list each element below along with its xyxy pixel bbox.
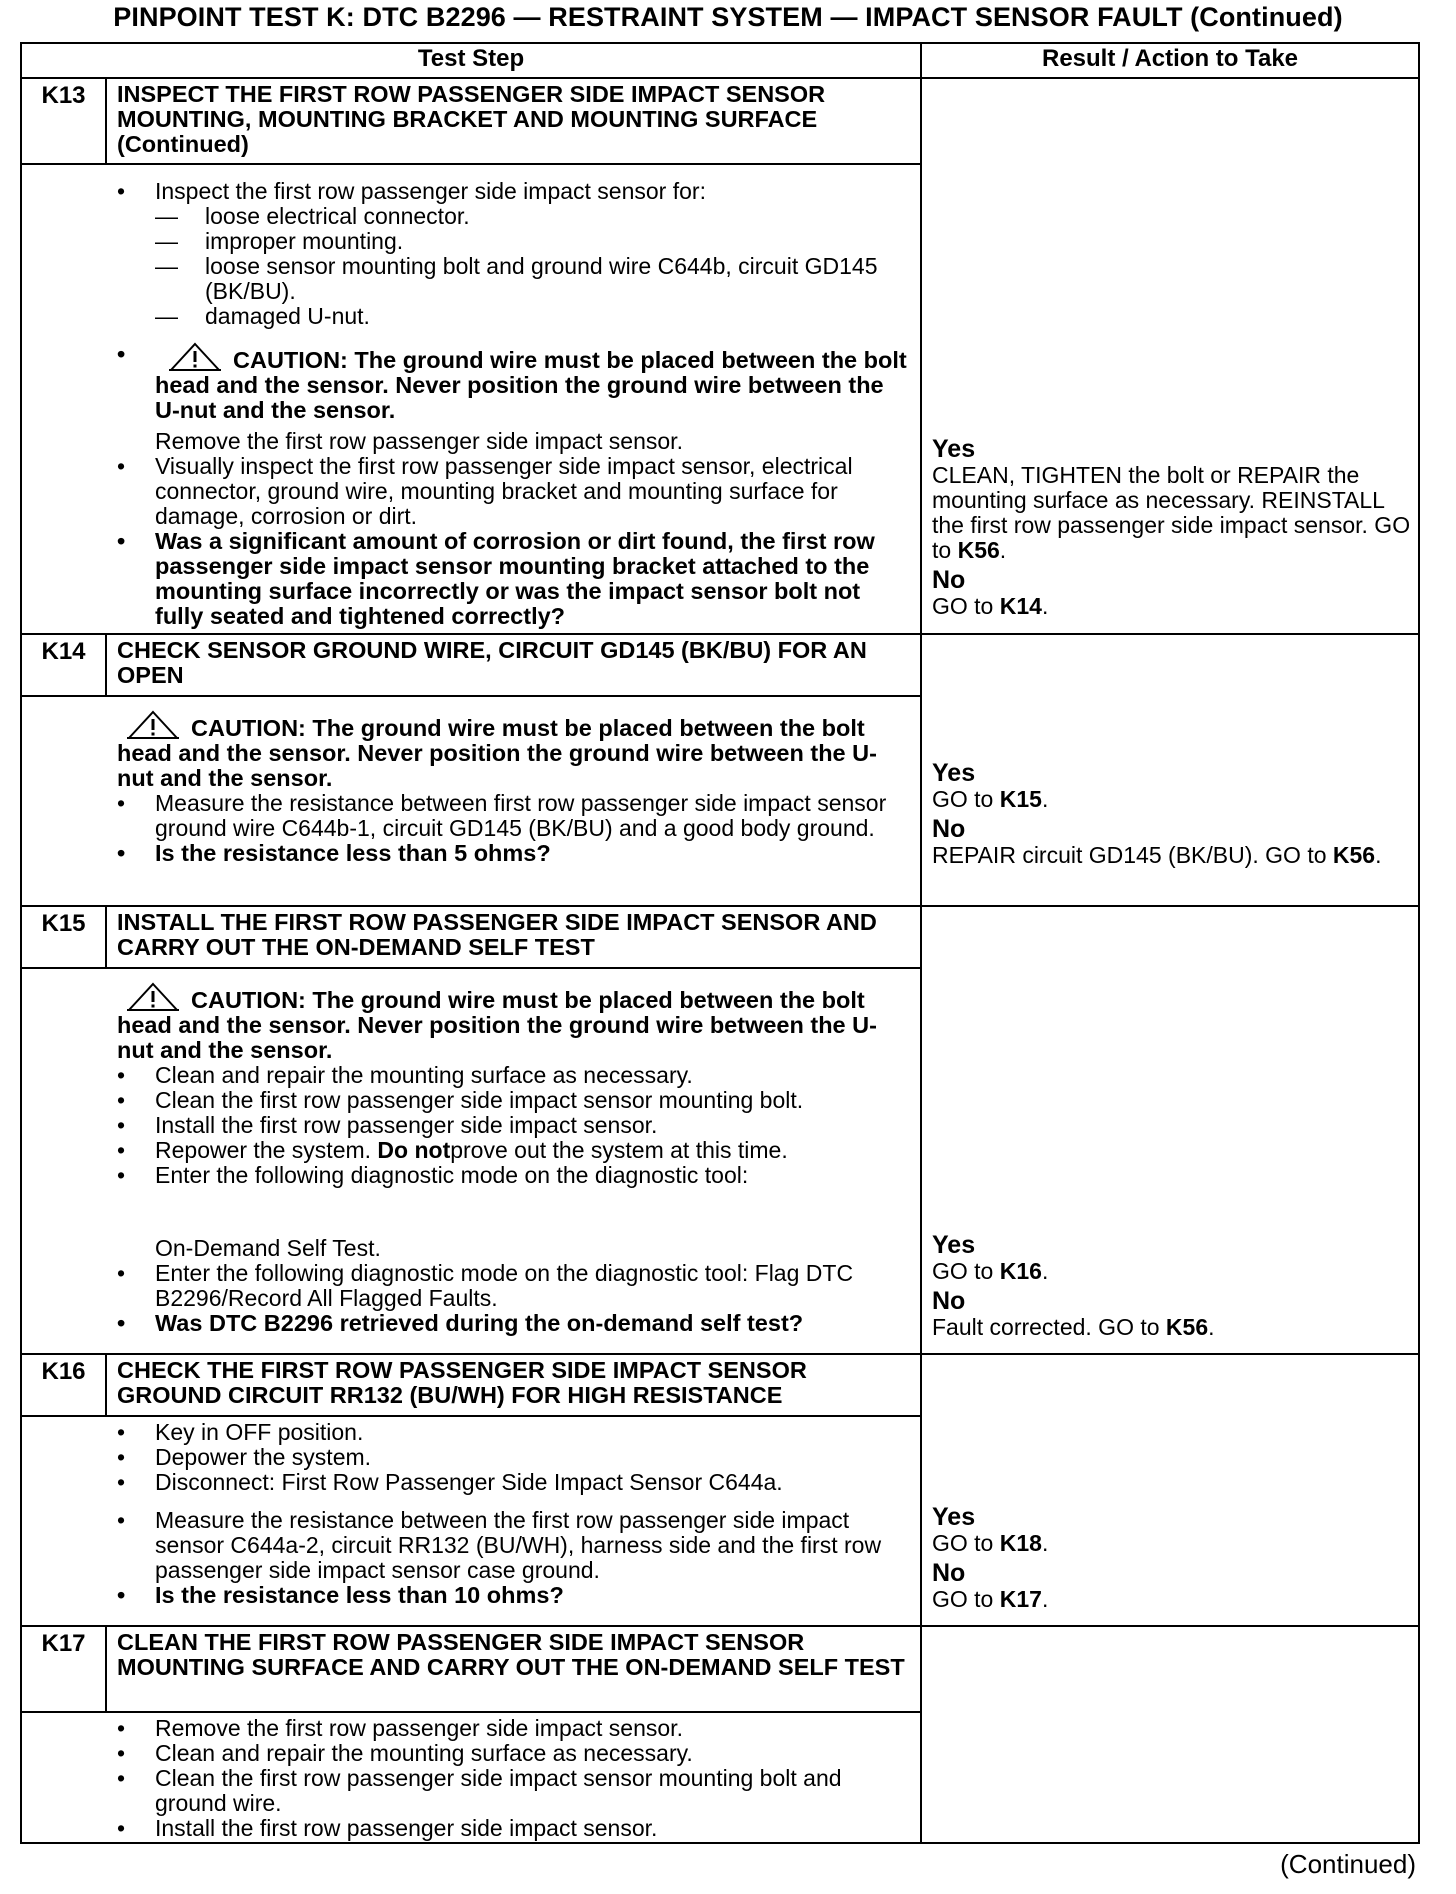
yes-label: Yes [932, 1503, 976, 1531]
list-item: • Key in OFF position. [117, 1420, 907, 1445]
list-item: • Measure the resistance between the first row passenger side impact sensor C644a-2, circuit RR132 (BU/WH), harness side and the first row passenger side impact sensor case ground. [117, 1508, 907, 1583]
step-header-k13: INSPECT THE FIRST ROW PASSENGER SIDE IMPACT SENSOR MOUNTING, MOUNTING BRACKET AND MOUNTING SURFACE (Continued) [117, 81, 826, 157]
list-item: • Clean the first row passenger side impact sensor mounting bolt and ground wire. [117, 1766, 907, 1816]
no-label: No [932, 815, 966, 843]
column-header-test-step: Test Step [417, 45, 525, 72]
list-item: On-Demand Self Test. [155, 1235, 381, 1261]
id-divider-k16 [105, 1354, 107, 1416]
step-header-k15: INSTALL THE FIRST ROW PASSENGER SIDE IMPACT SENSOR AND CARRY OUT THE ON-DEMAND SELF TEST [117, 909, 877, 960]
result-k16: Yes GO to K18. No GO to K17. [932, 1504, 1412, 1612]
question: • Is the resistance less than 5 ohms? [117, 841, 907, 866]
step-id-k13: K13 [41, 82, 86, 109]
list-item: — loose electrical connector. [117, 204, 907, 229]
id-divider-k14 [105, 634, 107, 696]
list-item: • Measure the resistance between first row passenger side impact sensor ground wire C644b-1, circuit GD145 (BK/BU) and a good body ground. [117, 791, 907, 841]
step-body-k14 [117, 710, 907, 866]
list-item: — improper mounting. [117, 229, 907, 254]
caution-triangle-icon [169, 342, 221, 372]
list-item: • Remove the first row passenger side impact sensor. [117, 1716, 907, 1741]
k15-bottom-rule [20, 1353, 1420, 1355]
k16-bottom-rule [20, 1625, 1420, 1627]
list-item: • Install the first row passenger side impact sensor. [117, 1113, 907, 1138]
step-header-k16: CHECK THE FIRST ROW PASSENGER SIDE IMPACT SENSOR GROUND CIRCUIT RR132 (BU/WH) FOR HIGH RESISTANCE [117, 1357, 807, 1408]
step-body-k15 [117, 982, 907, 1336]
list-item: • Clean and repair the mounting surface as necessary. [117, 1063, 907, 1088]
question: • Was DTC B2296 retrieved during the on-demand self test? [117, 1311, 907, 1336]
no-label: No [932, 1287, 966, 1315]
step-id-k14: K14 [41, 638, 86, 665]
list-item: • Visually inspect the first row passenger side impact sensor, electrical connector, ground wire, mounting bracket and mounting surface for damage, corrosion or dirt. [117, 454, 907, 529]
id-divider-k13 [105, 78, 107, 164]
page-title: PINPOINT TEST K: DTC B2296 — RESTRAINT SYSTEM — IMPACT SENSOR FAULT (Continued) [113, 2, 1343, 32]
list-item: • Enter the following diagnostic mode on the diagnostic tool: Flag DTC B2296/Record All Flagged Faults. [117, 1261, 907, 1311]
column-divider [920, 42, 922, 1844]
yes-label: Yes [932, 435, 976, 463]
column-header-result: Result / Action to Take [1041, 45, 1299, 72]
result-k14: Yes GO to K15. No REPAIR circuit GD145 (BK/BU). GO to K56. [932, 760, 1412, 868]
id-divider-k17 [105, 1626, 107, 1712]
k14-header-rule [20, 695, 921, 697]
caution-triangle-icon [127, 982, 179, 1012]
no-label: No [932, 1559, 966, 1587]
no-label: No [932, 566, 966, 594]
list-item: • Repower the system. Do notprove out the system at this time. [117, 1138, 907, 1163]
list-item: — loose sensor mounting bolt and ground wire C644b, circuit GD145 (BK/BU). [117, 254, 907, 304]
yes-label: Yes [932, 759, 976, 787]
step-body-k13 [117, 179, 907, 629]
list-item: • Clean and repair the mounting surface as necessary. [117, 1741, 907, 1766]
list-item: • Clean the first row passenger side impact sensor mounting bolt. [117, 1088, 907, 1113]
question: • Was a significant amount of corrosion or dirt found, the first row passenger side impact sensor mounting bracket attached to the mounting surface incorrectly or was the impact sensor bolt not fully seated and tightened correctly? [117, 529, 907, 629]
list-item: • Install the first row passenger side impact sensor. [117, 1816, 907, 1841]
list-item: • Enter the following diagnostic mode on the diagnostic tool: [117, 1163, 907, 1188]
list-item: • Disconnect: First Row Passenger Side Impact Sensor C644a. [117, 1470, 907, 1495]
list-item: Remove the first row passenger side impact sensor. [155, 428, 683, 454]
step-header-k17: CLEAN THE FIRST ROW PASSENGER SIDE IMPACT SENSOR MOUNTING SURFACE AND CARRY OUT THE ON-DEMAND SELF TEST [117, 1629, 905, 1680]
caution-note: CAUTION: The ground wire must be placed between the bolt head and the sensor. Never position the ground wire between the U-nut and the sensor. [117, 982, 907, 1063]
result-k13: Yes CLEAN, TIGHTEN the bolt or REPAIR the mounting surface as necessary. REINSTALL the first row passenger side impact sensor. GO to K56. No GO to K14. [932, 435, 1411, 619]
continued-label: (Continued) [1280, 1849, 1416, 1879]
header-rule [20, 77, 1420, 79]
step-body-k17 [117, 1716, 907, 1841]
k13-header-rule [20, 163, 921, 165]
list-item: • Inspect the first row passenger side impact sensor for: [117, 179, 907, 204]
list-item: — damaged U-nut. [117, 304, 907, 329]
caution-note: • CAUTION: The ground wire must be placed between the bolt head and the sensor. Never position the ground wire between the U-nut and the sensor. [117, 342, 907, 423]
k15-header-rule [20, 967, 921, 969]
k13-bottom-rule [20, 633, 1420, 635]
step-id-k16: K16 [41, 1358, 86, 1385]
k14-bottom-rule [20, 905, 1420, 907]
k17-header-rule [20, 1711, 921, 1713]
k16-header-rule [20, 1415, 921, 1417]
step-id-k17: K17 [41, 1630, 86, 1657]
question: • Is the resistance less than 10 ohms? [117, 1583, 907, 1608]
yes-label: Yes [932, 1231, 976, 1259]
step-body-k16 [117, 1420, 907, 1608]
caution-triangle-icon [127, 710, 179, 740]
caution-note: CAUTION: The ground wire must be placed between the bolt head and the sensor. Never position the ground wire between the U-nut and the sensor. [117, 710, 907, 791]
id-divider-k15 [105, 906, 107, 968]
step-header-k14: CHECK SENSOR GROUND WIRE, CIRCUIT GD145 (BK/BU) FOR AN OPEN [117, 637, 867, 688]
result-k15: Yes GO to K16. No Fault corrected. GO to K56. [932, 1232, 1412, 1340]
list-item: • Depower the system. [117, 1445, 907, 1470]
step-id-k15: K15 [41, 910, 86, 937]
